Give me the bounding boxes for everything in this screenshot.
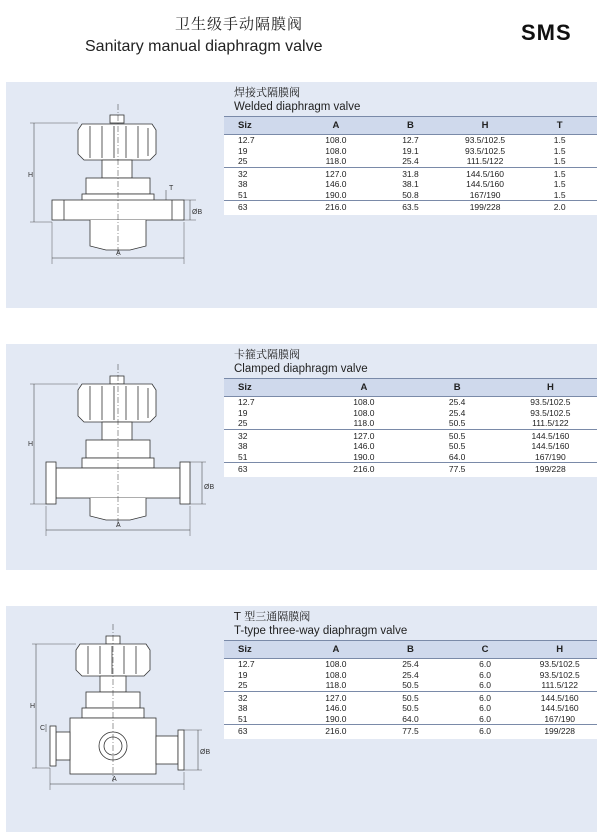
table-row [224, 135, 597, 146]
table-cell: 93.5/102.5 [464, 135, 506, 145]
table-cell: 6.0 [479, 659, 491, 669]
table-cell: 6.0 [448, 725, 523, 739]
table-row [224, 670, 597, 681]
table-cell: 146.0 [353, 441, 375, 451]
table-row [224, 167, 597, 179]
table-cell: 190.0 [325, 189, 347, 200]
dim-label-c: C [40, 725, 46, 732]
table-cell: 63 [224, 201, 299, 215]
table-row [224, 190, 597, 201]
table-cell: 12.7 [238, 135, 255, 145]
table-cell: 38.1 [402, 179, 419, 189]
table-cell: 108.0 [353, 407, 375, 418]
table-cell: 25.4 [402, 659, 419, 669]
table-cell: 167/190 [535, 451, 566, 462]
page-title-cn: 卫生级手动隔膜阀 [175, 15, 304, 33]
column-header: Siz [224, 379, 317, 397]
table-cell: 50.5 [373, 691, 448, 703]
dim-label-a: A [112, 776, 117, 783]
column-header: T [522, 117, 597, 135]
panel-title [224, 606, 597, 640]
table-row [224, 408, 597, 419]
column-header: B [411, 379, 504, 397]
table-cell: 199/228 [522, 725, 597, 739]
table-cell: 167/190 [544, 713, 576, 724]
table-cell: 190.0 [353, 451, 375, 462]
table-cell: 127.0 [299, 691, 374, 703]
dim-label-a: A [116, 522, 121, 529]
table-cell: 1.5 [553, 179, 566, 189]
table-cell: 6.0 [479, 713, 491, 724]
table-row [224, 452, 597, 463]
table-cell: 25 [238, 418, 248, 428]
page-title-en: Sanitary manual diaphragm valve [85, 38, 323, 55]
table-row [224, 146, 597, 157]
table-row [224, 441, 597, 452]
clamped-valve-drawing [6, 344, 216, 570]
table-row [224, 156, 597, 167]
section-title-cn: T 型三通隔膜阀 [234, 610, 311, 623]
table-row [224, 179, 597, 190]
table-header-row [224, 641, 597, 659]
table-cell: 12.7 [238, 659, 255, 669]
dim-label-b: ØB [204, 484, 215, 491]
table-cell: 6.0 [479, 703, 491, 713]
table-cell: 77.5 [411, 463, 504, 477]
table-cell: 51 [238, 451, 248, 462]
table-cell: 25.4 [448, 397, 466, 407]
t-type-valve-drawing [6, 606, 216, 832]
table-cell: 25.4 [448, 407, 466, 418]
table-row [224, 703, 597, 714]
table-cell: 1.5 [553, 189, 566, 200]
column-header: B [373, 117, 448, 135]
section-welded [6, 82, 597, 308]
dim-label-b: ØB [200, 749, 211, 756]
table-cell: 51 [238, 713, 248, 724]
table-row [224, 429, 597, 441]
table-cell: 6.0 [448, 691, 523, 703]
table-cell: 146.0 [325, 179, 347, 189]
table-cell: 216.0 [299, 725, 374, 739]
table-cell: 38 [238, 179, 248, 189]
table-cell: 2.0 [522, 201, 597, 215]
welded-valve-diagram [6, 82, 216, 308]
table-row [224, 201, 597, 215]
table-cell: 111.5/122 [532, 418, 569, 428]
section-t-type [6, 606, 597, 832]
table-cell: 127.0 [299, 167, 374, 179]
table-cell: 64.0 [402, 713, 419, 724]
welded-valve-drawing [6, 82, 216, 308]
table-cell: 50.5 [411, 429, 504, 441]
table-cell: 108.0 [325, 145, 347, 156]
table-cell: 12.7 [402, 135, 419, 145]
welded-spec-panel [224, 82, 597, 308]
table-cell: 12.7 [238, 397, 255, 407]
column-header: A [299, 117, 374, 135]
dim-label-a: A [116, 250, 121, 257]
section-title-en: Clamped diaphragm valve [234, 363, 368, 375]
table-cell: 1.5 [553, 145, 566, 156]
section-title-en: Welded diaphragm valve [234, 101, 361, 113]
table-row [224, 659, 597, 670]
section-title-en: T-type three-way diaphragm valve [234, 625, 408, 637]
table-cell: 32 [224, 429, 317, 441]
table-cell: 199/228 [504, 463, 597, 477]
clamped-spec-panel [224, 344, 597, 570]
table-cell: 108.0 [325, 669, 347, 680]
clamped-valve-diagram [6, 344, 216, 570]
table-cell: 108.0 [353, 397, 375, 407]
table-cell: 93.5/102.5 [530, 407, 571, 418]
section-clamped [6, 344, 597, 570]
table-cell: 111.5/122 [466, 156, 504, 166]
table-cell: 118.0 [353, 418, 375, 428]
table-cell: 63 [224, 463, 317, 477]
table-cell: 63.5 [373, 201, 448, 215]
brand-logo: SMS [521, 20, 572, 45]
table-header-row [224, 117, 597, 135]
table-cell: 25.4 [402, 669, 419, 680]
table-row [224, 725, 597, 739]
table-row [224, 714, 597, 725]
table-cell: 216.0 [299, 201, 374, 215]
table-cell: 93.5/102.5 [464, 145, 506, 156]
dim-label-b: ØB [192, 209, 203, 216]
table-cell: 50.5 [448, 441, 466, 451]
clamped-spec-table [224, 378, 597, 477]
table-cell: 25.4 [402, 156, 419, 166]
table-cell: 77.5 [373, 725, 448, 739]
table-cell: 216.0 [317, 463, 410, 477]
table-cell: 6.0 [479, 680, 491, 690]
column-header: H [504, 379, 597, 397]
table-cell: 32 [224, 691, 299, 703]
section-title-cn: 卡箍式隔膜阀 [234, 348, 300, 361]
table-cell: 32 [224, 167, 299, 179]
table-cell: 19 [238, 145, 248, 156]
column-header: H [448, 117, 523, 135]
column-header: H [522, 641, 597, 659]
column-header: Siz [224, 641, 299, 659]
table-cell: 63 [224, 725, 299, 739]
table-header-row [224, 379, 597, 397]
t-type-valve-diagram [6, 606, 216, 832]
table-row [224, 691, 597, 703]
table-cell: 144.5/160 [522, 691, 597, 703]
welded-spec-table [224, 116, 597, 215]
table-cell: 19 [238, 407, 248, 418]
table-row [224, 397, 597, 408]
table-cell: 167/190 [469, 189, 501, 200]
table-cell: 6.0 [479, 669, 491, 680]
table-cell: 50.5 [402, 703, 419, 713]
table-cell: 144.5/160 [504, 429, 597, 441]
table-cell: 93.5/102.5 [539, 669, 580, 680]
table-cell: 144.5/160 [466, 179, 504, 189]
t-type-spec-panel [224, 606, 597, 832]
table-cell: 118.0 [325, 680, 347, 690]
table-row [224, 680, 597, 691]
table-cell: 51 [238, 189, 248, 200]
table-row [224, 463, 597, 477]
table-cell: 38 [238, 703, 248, 713]
table-cell: 127.0 [317, 429, 410, 441]
dim-label-t: T [169, 185, 174, 192]
panel-title [224, 82, 597, 116]
table-cell: 144.5/160 [531, 441, 570, 451]
table-cell: 190.0 [325, 713, 347, 724]
t-type-spec-table [224, 640, 597, 739]
table-cell: 25 [238, 680, 248, 690]
table-cell: 146.0 [325, 703, 347, 713]
table-cell: 199/228 [448, 201, 523, 215]
dim-label-h: H [30, 703, 36, 710]
table-cell: 108.0 [325, 135, 347, 145]
section-title-cn: 焊接式隔膜阀 [234, 86, 300, 99]
table-cell: 1.5 [553, 135, 566, 145]
table-cell: 25 [238, 156, 248, 166]
panel-title [224, 344, 597, 378]
table-cell: 93.5/102.5 [539, 659, 580, 669]
table-cell: 93.5/102.5 [530, 397, 571, 407]
table-cell: 118.0 [325, 156, 347, 166]
table-cell: 38 [238, 441, 248, 451]
table-cell: 144.5/160 [448, 167, 523, 179]
table-row [224, 418, 597, 429]
table-cell: 50.5 [402, 680, 419, 690]
table-cell: 1.5 [522, 167, 597, 179]
table-cell: 1.5 [553, 156, 566, 166]
table-cell: 108.0 [325, 659, 347, 669]
table-cell: 50.5 [448, 418, 466, 428]
dim-label-h: H [28, 172, 34, 179]
dim-label-h: H [28, 441, 34, 448]
table-cell: 144.5/160 [540, 703, 579, 713]
column-header: Siz [224, 117, 299, 135]
column-header: A [317, 379, 410, 397]
table-cell: 111.5/122 [541, 680, 578, 690]
column-header: A [299, 641, 374, 659]
column-header: C [448, 641, 523, 659]
column-header: B [373, 641, 448, 659]
table-cell: 50.8 [402, 189, 419, 200]
table-cell: 19.1 [402, 145, 419, 156]
table-cell: 31.8 [373, 167, 448, 179]
page-header [0, 0, 603, 70]
table-cell: 64.0 [448, 451, 466, 462]
table-cell: 19 [238, 669, 248, 680]
